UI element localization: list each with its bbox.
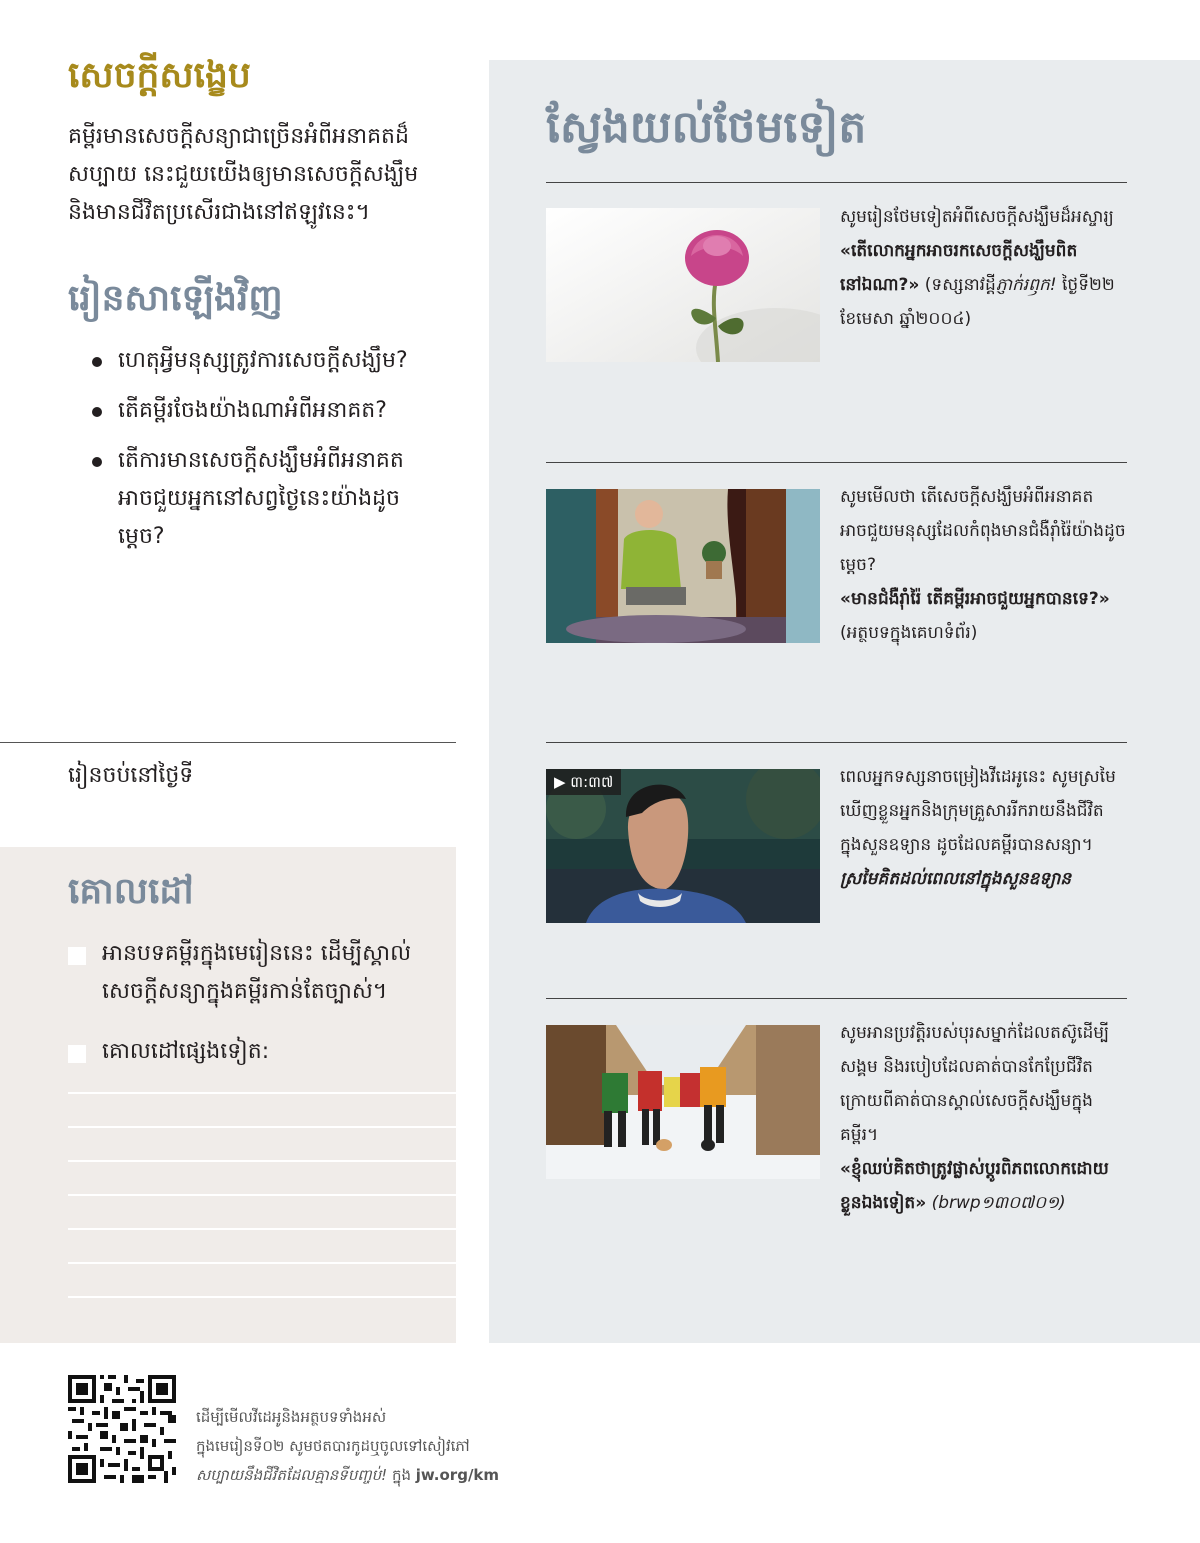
review-list <box>92 342 432 568</box>
summary-text: គម្ពីរមានសេចក្ដីសន្យាជាច្រើនអំពីអនាគតដ៏សប្បាយ នេះជួយយើងឲ្យមានសេចក្ដីសង្ឃឹម និងមានជីវិតប្រសើរជាងនៅឥឡូវនេះ។ <box>68 124 419 225</box>
bullet-icon <box>92 457 102 467</box>
write-line[interactable] <box>68 1296 456 1298</box>
bullet-icon <box>92 357 102 367</box>
checkbox-icon[interactable] <box>68 1045 86 1063</box>
goal-item: អានបទគម្ពីរក្នុងមេរៀននេះ ដើម្បីស្គាល់សេចក្ដីសន្យាក្នុងគម្ពីរកាន់តែច្បាស់។ <box>68 935 438 1011</box>
video-thumbnail[interactable] <box>546 769 820 923</box>
flower-image[interactable] <box>546 208 820 362</box>
divider <box>546 182 1127 183</box>
write-line[interactable] <box>68 1194 456 1196</box>
explore-item-4-text: សូមអានប្រវត្តិរបស់បុរសម្នាក់ដែលតស៊ូដើម្បីសង្គម និងរបៀបដែលគាត់បានកែប្រែជីវិត ក្រោយពីគាត់បានស្គាល់សេចក្ដីសង្ឃឹមក្នុងគម្ពីរ។ «ខ្ញុំឈប់គិតថាត្រូវផ្លាស់ប្ដូរពិភពលោកដោយខ្លួនឯងទៀត» (brwp១៣០៧០១) <box>840 1023 1110 1213</box>
article-link[interactable]: «តើលោកអ្នកអាចរកសេចក្ដីសង្ឃឹមពិតនៅឯណា?» <box>840 241 1078 295</box>
explore-title: ស្វែងយល់ថែមទៀត <box>546 102 867 153</box>
write-line[interactable] <box>68 1092 456 1094</box>
review-item: ហេតុអ្វីមនុស្សត្រូវការសេចក្ដីសង្ឃឹម? <box>92 342 432 380</box>
website-link[interactable]: jw.org/km <box>415 1466 500 1484</box>
review-title: រៀនសាឡើងវិញ <box>68 278 283 319</box>
goal-item: គោលដៅផ្សេងទៀត: <box>68 1033 438 1071</box>
family-walking-image[interactable] <box>546 1025 820 1179</box>
video-duration-badge: ▶ ៣:៣៧ <box>546 769 621 795</box>
divider <box>546 742 1127 743</box>
article-link[interactable]: «មានជំងឺរ៉ាំរ៉ៃ តើគម្ពីរអាចជួយអ្នកបានទេ?» <box>840 589 1110 609</box>
summary-title: សេចក្ដីសង្ខេប <box>68 55 251 96</box>
checkbox-icon[interactable] <box>68 947 86 965</box>
explore-item-1-text: សូមរៀនថែមទៀតអំពីសេចក្ដីសង្ឃឹមដ៏អស្ចារ្យ «តើលោកអ្នកអាចរកសេចក្ដីសង្ឃឹមពិតនៅឯណា?» (ទស្សនាវដ្ដីភ្ញាក់រឭក! ថ្ងៃទី២២ ខែមេសា ឆ្នាំ២០០៤) <box>840 207 1115 329</box>
goals-title: គោលដៅ <box>68 871 194 912</box>
write-line[interactable] <box>68 1160 456 1162</box>
qr-code[interactable] <box>68 1375 176 1483</box>
write-line[interactable] <box>68 1262 456 1264</box>
review-item: តើការមានសេចក្ដីសង្ឃឹមអំពីអនាគតអាចជួយអ្នកនៅសព្វថ្ងៃនេះយ៉ាងដូចម្ដេច? <box>92 442 432 556</box>
goals-panel <box>0 847 456 1343</box>
man-at-window-image[interactable] <box>546 489 820 643</box>
write-line[interactable] <box>68 1126 456 1128</box>
bullet-icon <box>92 407 102 417</box>
footer-text: ដើម្បីមើលវីដេអូនិងអត្ថបទទាំងអស់ ក្នុងមេរៀនទី០២ សូមថតបារកូដឬចូលទៅសៀវភៅ សប្បាយនឹងជីវិតដែលគ្មានទីបញ្ចប់! ក្នុង jw.org/km <box>196 1408 500 1484</box>
explore-item-3-text: ពេលអ្នកទស្សនាចម្រៀងវីដេអូនេះ សូមស្រមៃឃើញខ្លួនអ្នកនិងក្រុមគ្រួសាររីករាយនឹងជីវិតក្នុងសួនឧទ្យាន ដូចដែលគម្ពីរបានសន្យា។ ស្រមៃគិតដល់ពេលនៅក្នុងសួនឧទ្យាន <box>840 767 1116 889</box>
divider <box>0 742 456 743</box>
explore-item-2-text: សូមមើលថា តើសេចក្ដីសង្ឃឹមអំពីអនាគតអាចជួយមនុស្សដែលកំពុងមានជំងឺរ៉ាំរ៉ៃយ៉ាងដូចម្ដេច? «មានជំងឺរ៉ាំរ៉ៃ តើគម្ពីរអាចជួយអ្នកបានទេ?» (អត្ថបទក្នុងគេហទំព័រ) <box>840 487 1126 643</box>
divider <box>546 462 1127 463</box>
review-item: តើគម្ពីរចែងយ៉ាងណាអំពីអនាគត? <box>92 392 432 430</box>
write-line[interactable] <box>68 1228 456 1230</box>
divider <box>546 998 1127 999</box>
video-link[interactable]: ស្រមៃគិតដល់ពេលនៅក្នុងសួនឧទ្យាន <box>840 869 1072 889</box>
completed-date-label: រៀនចប់នៅថ្ងៃទី <box>68 763 194 788</box>
article-link[interactable]: «ខ្ញុំឈប់គិតថាត្រូវផ្លាស់ប្ដូរពិភពលោកដោយខ្លួនឯងទៀត» <box>840 1159 1109 1213</box>
